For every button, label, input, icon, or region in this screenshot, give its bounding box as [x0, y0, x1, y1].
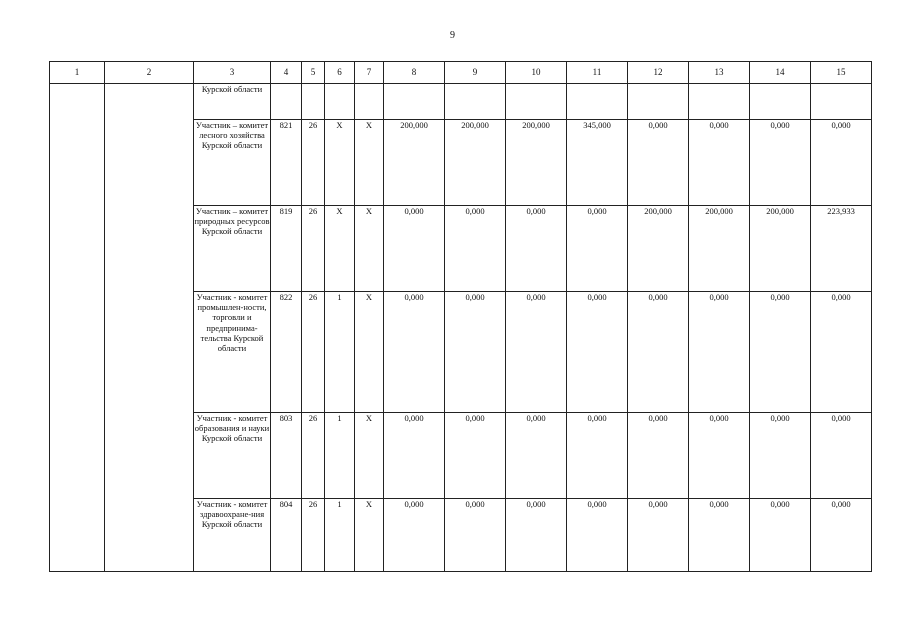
column-header: 10	[506, 62, 567, 84]
table-cell: Х	[355, 413, 384, 499]
table-cell: Х	[355, 206, 384, 292]
table-cell: 200,000	[384, 120, 445, 206]
table-cell: 0,000	[506, 292, 567, 413]
table-cell: 0,000	[384, 413, 445, 499]
table-cell: 0,000	[384, 292, 445, 413]
table-cell: 804	[271, 499, 302, 572]
table-cell	[355, 84, 384, 120]
table-cell: 0,000	[628, 292, 689, 413]
table-cell: 0,000	[689, 120, 750, 206]
table-cell: 0,000	[506, 499, 567, 572]
table-cell: 0,000	[445, 413, 506, 499]
participant-name: Участник – комитет лесного хозяйства Курской области	[194, 120, 271, 206]
table-cell: 0,000	[689, 413, 750, 499]
table-cell: 26	[302, 499, 325, 572]
participant-name: Участник – комитет природных ресурсов Курской области	[194, 206, 271, 292]
table-cell: 0,000	[811, 292, 872, 413]
table-cell: 0,000	[567, 413, 628, 499]
column-header: 2	[105, 62, 194, 84]
table-cell: Х	[325, 206, 355, 292]
participant-name: Участник - комитет здравоохране-ния Курской области	[194, 499, 271, 572]
table-cell: Х	[355, 120, 384, 206]
header-row	[50, 62, 872, 84]
table-cell: 0,000	[567, 499, 628, 572]
table-cell: 0,000	[628, 120, 689, 206]
table-cell	[811, 84, 872, 120]
participant-name: Участник - комитет промышлен-ности, торговли и предпринима-тельства Курской области	[194, 292, 271, 413]
table-cell: 821	[271, 120, 302, 206]
column-header: 4	[271, 62, 302, 84]
table-cell	[445, 84, 506, 120]
page-number: 9	[450, 30, 455, 41]
participant-name: Курской области	[194, 84, 271, 120]
table-cell: 1	[325, 292, 355, 413]
table-cell	[628, 84, 689, 120]
table-cell	[302, 84, 325, 120]
column-header: 5	[302, 62, 325, 84]
column-header: 13	[689, 62, 750, 84]
column-header: 12	[628, 62, 689, 84]
table-cell: 0,000	[689, 292, 750, 413]
table-cell: 0,000	[689, 499, 750, 572]
table-cell: 803	[271, 413, 302, 499]
table-cell	[384, 84, 445, 120]
table-cell: 200,000	[689, 206, 750, 292]
participant-name: Участник - комитет образования и науки Курской области	[194, 413, 271, 499]
col1-cell	[50, 84, 105, 572]
table-row-continuation	[50, 84, 872, 120]
table-cell: Х	[355, 292, 384, 413]
table-cell: 0,000	[445, 499, 506, 572]
column-header: 8	[384, 62, 445, 84]
table-cell: 0,000	[506, 413, 567, 499]
table-cell: 0,000	[628, 413, 689, 499]
table-cell: Х	[325, 120, 355, 206]
table-cell: 26	[302, 206, 325, 292]
table-cell: 0,000	[750, 413, 811, 499]
table-cell: 26	[302, 292, 325, 413]
table-cell: 200,000	[506, 120, 567, 206]
table-cell: Х	[355, 499, 384, 572]
table-cell	[506, 84, 567, 120]
table-cell: 200,000	[628, 206, 689, 292]
column-header: 6	[325, 62, 355, 84]
table-cell: 0,000	[750, 120, 811, 206]
table-cell: 26	[302, 413, 325, 499]
table-cell: 0,000	[506, 206, 567, 292]
table-cell: 0,000	[628, 499, 689, 572]
table-cell: 0,000	[445, 206, 506, 292]
column-header: 3	[194, 62, 271, 84]
table-cell	[750, 84, 811, 120]
column-header: 11	[567, 62, 628, 84]
table-cell: 0,000	[750, 292, 811, 413]
table-cell: 223,933	[811, 206, 872, 292]
table-cell: 822	[271, 292, 302, 413]
table-cell: 0,000	[567, 292, 628, 413]
column-header: 9	[445, 62, 506, 84]
col2-cell	[105, 84, 194, 572]
table-cell: 819	[271, 206, 302, 292]
table-cell	[271, 84, 302, 120]
table-cell: 345,000	[567, 120, 628, 206]
table-cell	[325, 84, 355, 120]
table-cell: 0,000	[445, 292, 506, 413]
table-cell: 0,000	[750, 499, 811, 572]
table-cell: 200,000	[750, 206, 811, 292]
column-header: 7	[355, 62, 384, 84]
column-header: 1	[50, 62, 105, 84]
table-cell	[689, 84, 750, 120]
table-cell: 1	[325, 499, 355, 572]
table-cell: 200,000	[445, 120, 506, 206]
column-header: 15	[811, 62, 872, 84]
table-cell: 0,000	[567, 206, 628, 292]
table-cell: 0,000	[811, 120, 872, 206]
table-cell: 0,000	[384, 499, 445, 572]
table-cell: 26	[302, 120, 325, 206]
table-cell: 1	[325, 413, 355, 499]
column-header: 14	[750, 62, 811, 84]
table-cell: 0,000	[811, 499, 872, 572]
table-cell: 0,000	[811, 413, 872, 499]
table-cell	[567, 84, 628, 120]
budget-table	[49, 61, 872, 572]
table-cell: 0,000	[384, 206, 445, 292]
